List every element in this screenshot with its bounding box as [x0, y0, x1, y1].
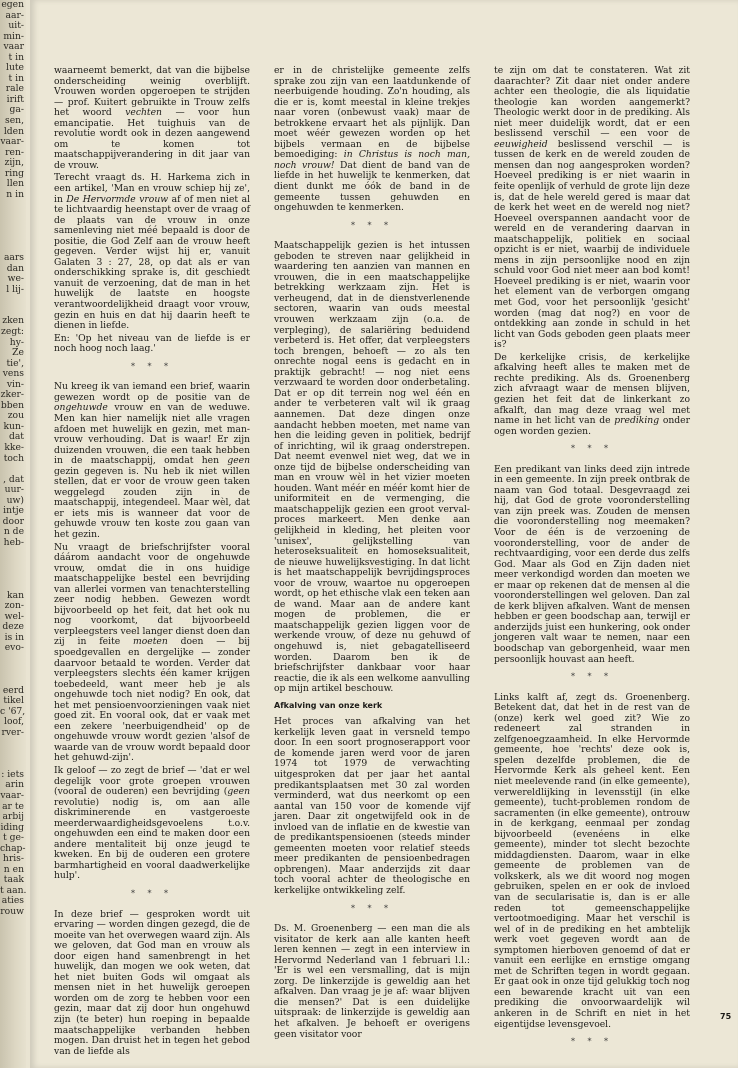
section-divider: * * *: [130, 361, 174, 371]
section-divider: * * *: [570, 672, 614, 682]
paragraph: De kerkelijke crisis, de kerkelijke afkalving heeft alles te maken met de rechte prediking. Als ds. Groenenberg zich afvraagt waar de mensen blijven, gezien het feit dat de linkerkant zo afkalft, dan mag deze vraag wel met name in het licht van de prediking onder ogen worden gezien.: [494, 351, 690, 437]
paragraph: Links kalft af, zegt ds. Groenenberg. Betekent dat, dat het in de rest van de (onze) kerk wel goed zit? Wie zo redeneert zal stranden in zelfgenoegzaamheid. In elke Hervormde gemeente, hoe 'rechts' deze ook is, spelen dezelfde problemen, die de Hervormde Kerk als geheel kent. Een niet meelevende rand (in elke gemeente), verwereldlijking in levensstijl (in elke gemeente), tucht-problemen rondom de sacramenten (in elke gemeente), ontrouw in de kerkgang, eenmaal per zondag bijvoorbeeld (evenéens in elke gemeente), minder tot slecht bezochte middagdiensten. Daarom, waar in elke gemeente de problemen van de volkskerk, als we dit woord nog mogen gebruiken, spelen en er ook de invloed van de secularisatie is, dan is er alle reden tot gemeenschappelijke vertootmoediging. Maar het verschil is wel of in de prediking en het ambtelijk werk voet gegeven wordt aan de symptomen hierboven genoemd of dat er vanuit een eerlijke en ernstige omgang met de Schriften tegen in wordt gegaan. Er gaat ook in onze tijd gelukkig toch nog een bewarende kracht uit van een prediking die onvoorwaardelijk wil ankeren in de Schrift en niet in het eigentijdse levensgevoel.: [494, 691, 690, 1030]
column-1: [54, 66, 250, 1057]
paragraph: Nu kreeg ik van iemand een brief, waarin gewezen wordt op de positie van de ongehuwde vrouw en van de weduwe. Men kan hier namelijk niet alle vragen afdoen met huwelijk en gezin, met man-vrouw verhouding. Dat is waar! Er zijn duizenden vrouwen, die een taak hebben in de maatschappij, omdat hen geen gezin gegeven is. Nu heb ik niet willen stellen, dat er voor de vrouw geen taken weggelegd zouden zijn in de maatschappij, integendeel. Maar wèl, dat er iets mis is wanneer dat voor de gehuwde vrouw ten koste zou gaan van het gezin.: [54, 381, 250, 540]
section-divider: * * *: [570, 1037, 614, 1047]
adjacent-page-text-fragments: egen aar- uit- min- vaar t in lute t in rale irift ga- sen, lden vaar- ren- zijn, ring llen n in aars dan we- l lij- zken zegt: hy- Ze tie', vens vin- zker- bben zou kun- dat kke- toch , dat uur- uw) intje door n de heb- kan zon- wel- deze is in evo- eerd tikel c '67, loof, rver- : iets arin vaar- ar te arbij iding t ge- chap- hris- n en taak t aan. aties rouw: [0, 0, 26, 918]
paragraph: Nu vraagt de briefschrijfster vooral dáárom aandacht voor de ongehuwde vrouw, omdat die in ons huidige maatschappelijke bestel een bevrijding van allerlei vormen van tenachterstelling zeer nodig hebben. Gewezen wordt bijvoorbeeld op het feit, dat het ook nu nog voorkomt, dat bijvoorbeeld verpleegsters veel langer dienst doen dan zij in feite moeten doen — bij spoedgevallen en dergelijke — zonder daarvoor betaald te worden. Verder dat verpleegsters slechts één kamer krijgen toebedeeld, want meer heb je als ongehuwde toch niet nodig? En ook, dat het met pensioenvoorzieningen vaak niet goed zit. En vooral ook, dat er vaak met een zekere 'neerbuigendheid' op de ongehuwde vrouw wordt gezien 'alsof de waarde van de vrouw wordt bepaald door het gehuwd-zijn'.: [54, 541, 250, 764]
paragraph: Maatschappelijk gezien is het intussen geboden te streven naar gelijkheid in waardering ten aanzien van mannen en vrouwen, die in een maatschappelijke betrekking werkzaam zijn. Het is verheugend, dat in de dienstverlenende sectoren, waarin van ouds meestal vrouwen werkzaam zijn (o.a. de verpleging), de salariëring beduidend verbeterd is. Het offer, dat verpleegsters toch brengen, behoeft — zo als ten onrechte nogal eens is gedacht en in praktijk gebracht! — nog niet eens verzwaard te worden door onderbetaling. Dat er op dit terrein nog wel één en ander te verbeteren valt wil ik graag aannemen. Dat deze dingen onze aandacht hebben moeten, met name van hen die leiding geven in politiek, bedrijf of inrichting, wil ik graag onderstrepen. Dat neemt evenwel niet weg, dat we in onze tijd de bijbelse onderscheiding van man en vrouw wèl in het vizier moeten houden. Want méér en méér komt hier de uniformiteit en de vermenging, die maatschappelijk gezien een groot verval-proces markeert. Men denke aan gelijkheid in kleding, het pleiten voor 'unisex', gelijkstelling van heteroseksualiteit en homoseksualiteit, de nieuwe huwelijksvestiging. In dat licht is het maatschappelijk bevrijdingsproces voor de vrouw, waartoe nu opgeroepen wordt, op het ethische vlak een teken aan de wand. Maar aan de andere kant mogen de problemen, die er maatschappelijk gezien liggen voor de werkende vrouw, of deze nu gehuwd of ongehuwd is, niet gebagatelliseerd worden. Daarom ben ik de briefschrijfster dankbaar voor haar reactie, die ik als een welkome aanvulling op mijn artikel beschouw.: [274, 240, 470, 695]
paragraph: Ds. M. Groenenberg — een man die als visitator de kerk aan alle kanten heeft leren kennen — zegt in een interview in Hervormd Nederland van 1 februari l.l.: 'Er is wel een versmalling, dat is mijn zorg. De linkerzijde is geweldig aan het afkalven. Dan vraag je je af: waar blijven die mensen?' Dat is een duidelijke uitspraak: de linkerzijde is geweldig aan het afkalven. Je behoeft er overigens geen visitator voor: [274, 923, 470, 1040]
section-heading: Afkalving van onze kerk: [274, 700, 383, 710]
section-divider: * * *: [130, 889, 174, 899]
section-divider: * * *: [570, 444, 614, 454]
paragraph: Ik geloof — zo zegt de brief — 'dat er wel degelijk voor grote groepen vrouwen (vooral de ouderen) een bevrijding (geen revolutie) nodig is, om aan alle diskriminerende en vastgeroeste meerderwaardigheidsgevoelens t.o.v. ongehuwden een eind te maken door een andere mentaliteit bij onze jeugd te kweken. En bij de ouderen een grotere barmhartigheid en vooral daadwerkelijke hulp'.: [54, 765, 250, 882]
column-2: [274, 66, 470, 1040]
paragraph: Terecht vraagt ds. H. Harkema zich in een artikel, 'Man en vrouw schiep hij ze', in De Hervormde vrouw af of men niet al te lichtvaardig heenstapt over de vraag of de plaats van de vrouw in onze samenleving niet méé bepaald is door de positie, die God Zelf aan de vrouw heeft gegeven. Verder wijst hij er, vanuit Galaten 3 : 27, 28, op dat als er van onderschikking sprake is, dit geschiedt vanuit de verzoening, dat de man in het huwelijk de laatste en hoogste verantwoordelijkheid draagt voor vrouw, gezin en huis en dat hij daarin heeft te dienen in liefde.: [54, 172, 251, 332]
paragraph: Een predikant van links deed zijn intrede in een gemeente. In zijn preek ontbrak de naam van God totaal. Desgevraagd zei hij, dat God de grote vooronderstelling van zijn preek was. Zouden de mensen die vooronderstelling nog meemaken? Voor de één is de verzoening de vooronderstelling, voor de ander de rechtvaardiging, voor een derde dus zelfs God. Maar als God en Zijn daden niet meer verkondigd worden dan moeten we er maar op rekenen dat de mensen al die vooronderstellingen wel geloven. Dan zal de kerk blijven afkalven. Want de mensen hebben er geen boodschap aan, terwijl er anderzijds juist een hunkering, ook onder jongeren valt waar te nemen, naar een boodschap van geborgenheid, waar men persoonlijk houvast aan heeft.: [494, 463, 690, 665]
paragraph: In deze brief — gesproken wordt uit ervaring — worden dingen gezegd, die de moeite van het overwegen waard zijn. Als we geloven, dat God man en vrouw als door eigen hand samenbrengt in het huwelijk, dan mogen we ook weten, dat het niet buiten Gods wil omgaat als mensen niet in het huwelijk geroepen worden om de zorg te hebben voor een gezin, maar dat zij door hun ongehuwd zijn (te beter) hun roeping in bepaalde maatschappelijke verbanden hebben mogen. Dan druist het in tegen het gebod van de liefde als: [54, 908, 250, 1057]
section-divider: * * *: [350, 903, 394, 913]
adjacent-page-edge: [0, 0, 26, 1068]
page-number: 75: [720, 1012, 732, 1021]
section-divider: * * *: [350, 220, 394, 230]
paragraph: er in de christelijke gemeente zelfs sprake zou zijn van een laatdunkende of neerbuigende houding. Zo'n houding, als die er is, komt meestal in kleine trekjes naar voren (onbewust vaak) maar de betrokkene ervaart het als pijnlijk. Dan moet wéér gewezen worden op het bijbels vermaan en de bijbelse bemoediging: in Christus is noch man, noch vrouw! Dat dient de band van de liefde in het huwelijk te kenmerken, dat dient dunkt me óók de band in de gemeente tussen gehuwden en ongehuwden te kenmerken.: [274, 65, 470, 214]
paragraph: En: 'Op het niveau van de liefde is er noch hoog noch laag.': [54, 332, 250, 355]
paragraph: te zijn om dat te constateren. Wat zit daarachter? Zit daar niet onder andere achter een theologie, die als liquidatie theologie kan worden aangemerkt? Theologic werkt door in de prediking. Als niet meer duidelijk wordt, dat er een beslissend verschil — een voor de eeuwigheid beslissend verschil — is tussen de kerk en de wereld zouden de mensen dan nog aangesproken worden? Hoeveel prediking is er niet waarin in feite openlijk of verhuld de grote lijn deze is, dat de hele wereld gered is maar dat de kerk het weet en de wereld nog niet? Hoeveel overspannen aandacht voor de wereld en de verandering daarvan in maatschappelijk, politiek en sociaal opzicht is er niet, waarbij de individuele mens in zijn persoonlijke nood en zijn schuld voor God niet meer aan bod komt! Hoeveel prediking is er niet, waarin voor het element van de verborgen omgang met God, voor het persoonlijk 'gesicht' worden (mag dat nog?) en voor de ontdekking aan zonde in schuld in het licht van Gods geboden geen plaats meer is?: [494, 65, 690, 351]
paragraph: Het proces van afkalving van het kerkelijk leven gaat in versneld tempo door. In een soort prognoserapport voor de komende jaren werd voor de jaren 1974 tot 1979 de verwachting uitgesproken dat per jaar het aantal predikantsplaatsen met 30 zal worden verminderd, wat dus neerkomt op een aantal van 150 voor de komende vijf jaren. Daar zit ongetwijfeld ook in de invloed van de inflatie en de kwestie van de predikantspensioenen (steeds minder gemeenten moeten voor relatief steeds meer predikanten de pensioenbedragen opbrengen). Maar anderzijds zit daar toch vooral achter de theologische en kerkelijke ontwikkeling zelf.: [274, 716, 470, 897]
paragraph: waarneemt bemerkt, dat van die bijbelse onderscheiding weinig overblijft. Vrouwen worden opgeroepen te strijden — prof. Kuitert gebruikte in Trouw zelfs het woord vechten — voor hun emancipatie. Het tuighuis van de revolutie wordt ook in dezen aangewend om te komen tot maatschappijverandering in dit jaar van de vrouw.: [54, 65, 250, 171]
magazine-page: [30, 0, 738, 1068]
column-3: [494, 66, 690, 1058]
